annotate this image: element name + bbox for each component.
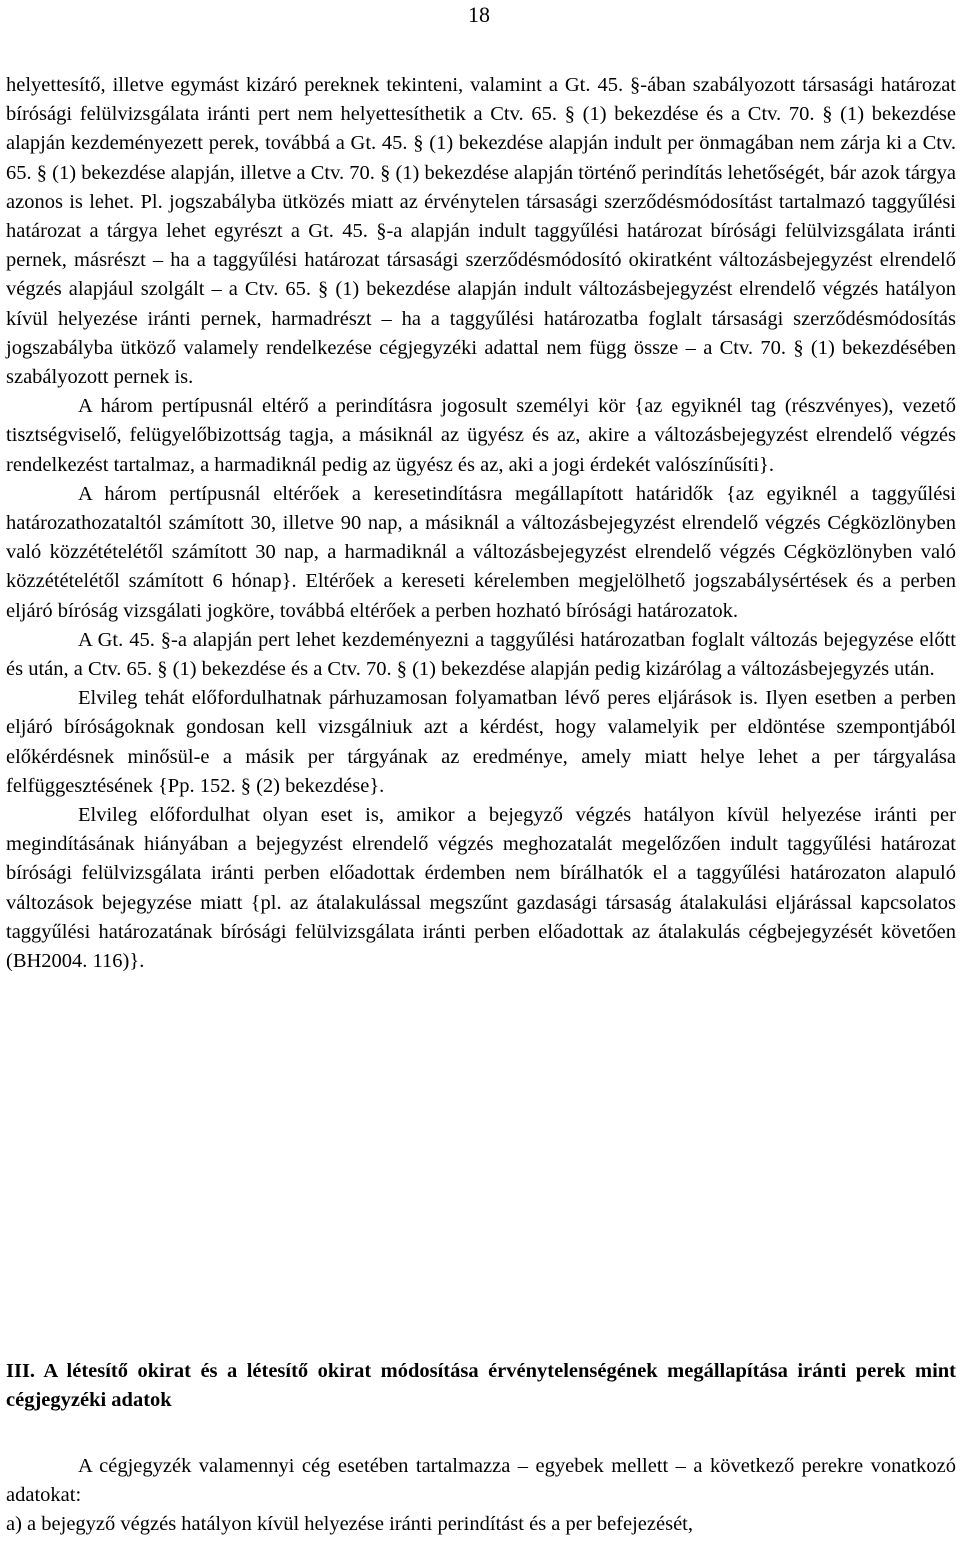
paragraph-example-case: Elvileg előfordulhat olyan eset is, amikor a bejegyző végzés hatályon kívül helyezése iránti per megindításának hiányában a bejegyzést elrendelő végzés meghozatalát megelőzően indult taggyűlési határozat bírósági felülvizsgálata iránti perben előadottak érdemben nem bírálhatók el a taggyűlési határozaton alapuló változások bejegyzése miatt {pl. az átalakulással megszűnt gazdasági társaság átalakulási eljárással kapcsolatos taggyűlési határozatának bírósági felülvizsgálata iránti perben előadottak az átalakulás cégbejegyzését követően (BH2004. 116)}. xyxy=(6,804,956,973)
paragraph-timing: A Gt. 45. §-a alapján pert lehet kezdeményezni a taggyűlési határozatban foglalt változás bejegyzése előtt és után, a Ctv. 65. § (1) bekezdése és a Ctv. 70. § (1) bekezdése alapján pedig kizárólag a változásbejegyzés után. xyxy=(6,628,956,681)
page-number: 18 xyxy=(468,2,490,27)
paragraph-continuation: helyettesítő, illetve egymást kizáró pereknek tekinteni, valamint a Gt. 45. §-ában szabályozott társasági határozat bírósági felülvizsgálata iránti pert nem helyettesíthetik a Ctv. 65. § (1) bekezdése és a Ctv. 70. § (1) bekezdése alapján kezdeményezett perek, továbbá a Gt. 45. § (1) bekezdése alapján indult per önmagában nem zárja ki a Ctv. 65. § (1) bekezdése alapján, illetve a Ctv. 70. § (1) bekezdése alapján történő perindítás lehetőségét, bár azok tárgya azonos is lehet. Pl. jogszabályba ütközés miatt az érvénytelen társasági szerződésmódosítást tartalmazó taggyűlési határozat a tárgya lehet egyrészt a Gt. 45. §-a alapján indult taggyűlési határozat bírósági felülvizsgálata iránti pernek, másrészt – ha a taggyűlési határozat társasági szerződésmódosító okiratként változásbejegyzést elrendelő végzés alapjául szolgált – a Ctv. 65. § (1) bekezdése alapján indult változásbejegyzést elrendelő végzés hatályon kívül helyezése iránti pernek, harmadrészt – ha a taggyűlési határozatba foglalt társasági szerződésmódosítás jogszabályba ütköző valamely rendelkezése cégjegyzéki adattal nem függ össze – a Ctv. 70. § (1) bekezdésében szabályozott pernek is. xyxy=(6,74,956,389)
list-item-a: a) a bejegyző végzés hatályon kívül helyezése iránti perindítást és a per befejezését, xyxy=(6,1513,694,1536)
section-intro: A cégjegyzék valamennyi cég esetében tartalmazza – egyebek mellett – a következő perekre vonatkozó adatokat: xyxy=(6,1455,956,1507)
paragraph-plaintiffs: A három pertípusnál eltérő a perindításra jogosult személyi kör {az egyiknél tag (részvényes), vezető tisztségviselő, felügyelőbizottság tagja, a másiknál az ügyész és az, akire a változásbejegyzést elrendelő végzés rendelkezést tartalmaz, a harmadiknál pedig az ügyész és az, aki a jogi érdekét valószínűsíti}. xyxy=(6,395,956,476)
section-body xyxy=(6,1452,956,1540)
paragraph-deadlines: A három pertípusnál eltérőek a keresetindításra megállapított határidők {az egyiknél a taggyűlési határozathozataltól számított 30, illetve 90 nap, a másiknál a változásbejegyzést elrendelő végzés Cégközlönyben való közzétételétől számított 30 nap, a harmadiknál a változásbejegyzést elrendelő végzés Cégközlönyben való közzétételétől számított 6 hónap}. Eltérőek a kereseti kérelemben megjelölhető jogszabálysértések és a perben eljáró bíróság vizsgálati jogköre, továbbá eltérőek a perben hozható bírósági határozatok. xyxy=(6,482,956,622)
section-heading: III. A létesítő okirat és a létesítő okirat módosítása érvénytelenségének megállapítása iránti perek mint cégjegyzéki adatok xyxy=(6,1360,956,1412)
paragraph-parallel-proceedings: Elvileg tehát előfordulhatnak párhuzamosan folyamatban lévő peres eljárások is. Ilyen esetben a perben eljáró bíróságoknak gondosan kell vizsgálniuk azt a kérdést, hogy valamelyik per eldöntése szempontjából előkérdésnek minősül-e a másik per tárgyának az eredménye, amely miatt helye lehet a per tárgyalása felfüggesztésének {Pp. 152. § (2) bekezdése}. xyxy=(6,687,956,797)
body-text xyxy=(6,71,956,976)
